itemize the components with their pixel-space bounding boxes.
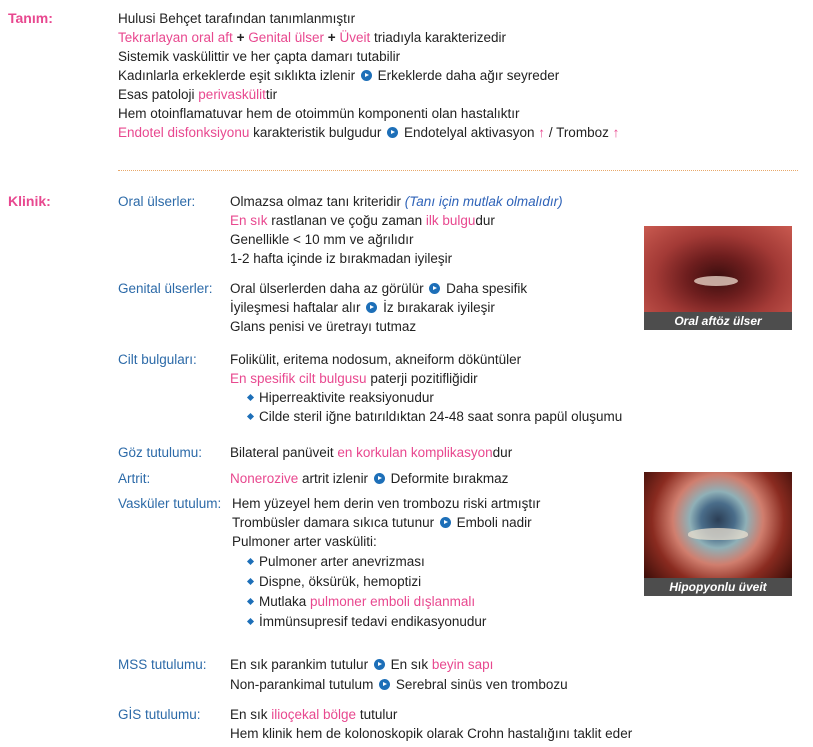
uveitis-photo <box>644 472 792 596</box>
bullet-icon <box>247 413 254 420</box>
oral-line-2 <box>230 212 495 230</box>
tanim-line-7-c: Endotelyal aktivasyon <box>403 125 535 140</box>
oral-line-1 <box>230 193 563 211</box>
tanim-line-4 <box>118 67 559 85</box>
artrit-line-1-c: Deformite bırakmaz <box>390 471 509 486</box>
vaskuler-bullet-3 <box>248 593 475 611</box>
artrit-line-1 <box>230 470 508 488</box>
oral-line-4: 1-2 hafta içinde iz bırakmadan iyileşir <box>230 251 453 266</box>
artrit-line-1-b: artrit izlenir <box>298 471 369 486</box>
arrow-right-icon <box>361 70 372 81</box>
arrow-right-icon <box>429 283 440 294</box>
vaskuler-line-2 <box>232 514 532 532</box>
vaskuler-bullet-1-text: Pulmoner arter anevrizması <box>259 554 425 569</box>
oral-line-1-a: Olmazsa olmaz tanı kriteridir <box>230 194 405 209</box>
oral-line-1-b: (Tanı için mutlak olmalıdır) <box>404 194 563 209</box>
cilt-bullet-1-text: Hiperreaktivite reaksiyonudur <box>259 390 434 405</box>
oral-line-2-b: rastlanan ve çoğu zaman <box>267 213 426 228</box>
vaskuler-bullet-2-text: Dispne, öksürük, hemoptizi <box>259 574 422 589</box>
cilt-bullet-2 <box>248 408 622 426</box>
oral-line-2-c: ilk bulgu <box>425 213 476 228</box>
genital-line-1-b: Daha spesifik <box>446 281 528 296</box>
perivaskulit-text: perivaskülit <box>198 87 266 102</box>
tanim-line-4-a: Kadınlarla erkeklerde eşit sıklıkta izlenir <box>118 68 356 83</box>
gis-line-1-c: tutulur <box>356 707 398 722</box>
mss-line-1 <box>230 656 493 674</box>
arrow-right-icon <box>379 679 390 690</box>
tanim-line-7 <box>118 124 619 142</box>
oral-ulcer-caption: Oral aftöz ülser <box>644 312 792 330</box>
bullet-icon <box>247 394 254 401</box>
arrow-up-icon: ↑ <box>538 125 546 140</box>
genital-line-2-b: İz bırakarak iyileşir <box>383 300 495 315</box>
artrit-line-1-a: Nonerozive <box>230 471 299 486</box>
tanim-line-1: Hulusi Behçet tarafından tanımlanmıştır <box>118 11 356 26</box>
vaskuler-bullet-4-text: İmmünsupresif tedavi endikasyonudur <box>259 614 487 629</box>
gis-line-1-a: En sık <box>230 707 272 722</box>
vaskuler-bullet-4 <box>248 613 486 631</box>
oral-aft-text: Tekrarlayan oral aft <box>118 30 233 45</box>
mss-line-2-a: Non-parankimal tutulum <box>230 677 374 692</box>
plus-icon: + <box>327 30 336 45</box>
mss-line-2 <box>230 676 568 694</box>
cilt-line-1: Folikülit, eritema nodosum, akneiform döküntüler <box>230 352 522 367</box>
vaskuler-bullet-2 <box>248 573 421 591</box>
mss-line-1-a: En sık parankim tutulur <box>230 657 369 672</box>
vaskuler-bullet-3-a: Mutlaka <box>259 594 311 609</box>
sub-label-cilt: Cilt bulguları: <box>118 352 197 367</box>
tanim-line-3: Sistemik vaskülittir ve her çapta damarı tutabilir <box>118 49 401 64</box>
genital-line-1 <box>230 280 527 298</box>
mss-line-1-c: beyin sapı <box>431 657 494 672</box>
tanim-line-7-d: / Tromboz <box>548 125 609 140</box>
vaskuler-line-3: Pulmoner arter vasküliti: <box>232 534 377 549</box>
oral-line-2-a: En sık <box>230 213 268 228</box>
gis-line-2: Hem klinik hem de kolonoskopik olarak Crohn hastalığını taklit eder <box>230 726 633 741</box>
vaskuler-bullet-1 <box>248 553 425 571</box>
oral-line-2-d: dur <box>475 213 495 228</box>
genital-line-2 <box>230 299 495 317</box>
uveit-text: Üveit <box>339 30 371 45</box>
uveitis-caption: Hipopyonlu üveit <box>644 578 792 596</box>
cilt-bullet-1 <box>248 389 434 407</box>
genital-ulser-text: Genital ülser <box>248 30 325 45</box>
sub-label-mss: MSS tutulumu: <box>118 657 207 672</box>
goz-line-1-c: dur <box>492 445 513 460</box>
bullet-icon <box>247 578 254 585</box>
goz-line-1 <box>230 444 512 462</box>
tanim-line-7-b: karakteristik bulgudur <box>253 125 382 140</box>
arrow-right-icon <box>374 473 385 484</box>
tanim-line-5-c: tir <box>265 87 278 102</box>
genital-line-2-a: İyileşmesi haftalar alır <box>230 300 361 315</box>
vaskuler-line-2-a: Trombüsler damara sıkıca tutunur <box>232 515 435 530</box>
mss-line-2-b: Serebral sinüs ven trombozu <box>395 677 568 692</box>
vaskuler-bullet-3-b: pulmoner emboli dışlanmalı <box>310 594 476 609</box>
arrow-right-icon <box>366 302 377 313</box>
mss-line-1-b: En sık <box>390 657 432 672</box>
gis-line-1 <box>230 706 397 724</box>
vaskuler-line-2-b: Emboli nadir <box>456 515 532 530</box>
arrow-right-icon <box>387 127 398 138</box>
tanim-line-5 <box>118 86 277 104</box>
arrow-right-icon <box>440 517 451 528</box>
cilt-line-2-a: En spesifik cilt bulgusu <box>230 371 367 386</box>
goz-line-1-a: Bilateral panüveit <box>230 445 338 460</box>
sub-label-goz: Göz tutulumu: <box>118 445 203 460</box>
sub-label-gis: GİS tutulumu: <box>118 707 201 722</box>
bullet-icon <box>247 598 254 605</box>
tanim-line-2 <box>118 29 506 47</box>
bullet-icon <box>247 618 254 625</box>
gis-line-1-b: ilioçekal bölge <box>271 707 357 722</box>
section-divider <box>118 170 798 171</box>
goz-line-1-b: en korkulan komplikasyon <box>337 445 493 460</box>
cilt-line-2 <box>230 370 478 388</box>
cilt-line-2-b: paterji pozitifliğidir <box>366 371 478 386</box>
genital-line-3: Glans penisi ve üretrayı tutmaz <box>230 319 417 334</box>
sub-label-oral: Oral ülserler: <box>118 194 196 209</box>
oral-line-3: Genellikle < 10 mm ve ağrılıdır <box>230 232 414 247</box>
arrow-up-icon: ↑ <box>612 125 620 140</box>
section-label-klinik: Klinik: <box>8 193 51 209</box>
plus-icon: + <box>236 30 245 45</box>
tanim-line-5-a: Esas patoloji <box>118 87 199 102</box>
tanim-line-4-b: Erkeklerde daha ağır seyreder <box>377 68 560 83</box>
bullet-icon <box>247 558 254 565</box>
sub-label-artrit: Artrit: <box>118 471 151 486</box>
vaskuler-line-1: Hem yüzeyel hem derin ven trombozu riski artmıştır <box>232 496 541 511</box>
arrow-right-icon <box>374 659 385 670</box>
sub-label-vaskuler: Vasküler tutulum: <box>118 496 222 511</box>
tanim-line-6: Hem otoinflamatuvar hem de otoimmün komponenti olan hastalıktır <box>118 106 520 121</box>
triad-text: triadıyla karakterizedir <box>373 30 507 45</box>
sub-label-genital: Genital ülserler: <box>118 281 213 296</box>
oral-ulcer-image <box>644 226 792 312</box>
oral-ulcer-photo <box>644 226 792 330</box>
endotel-text: Endotel disfonksiyonu <box>118 125 250 140</box>
cilt-bullet-2-text: Cilde steril iğne batırıldıktan 24-48 saat sonra papül oluşumu <box>259 409 623 424</box>
genital-line-1-a: Oral ülserlerden daha az görülür <box>230 281 424 296</box>
section-label-tanim: Tanım: <box>8 10 53 26</box>
uveitis-image <box>644 472 792 578</box>
